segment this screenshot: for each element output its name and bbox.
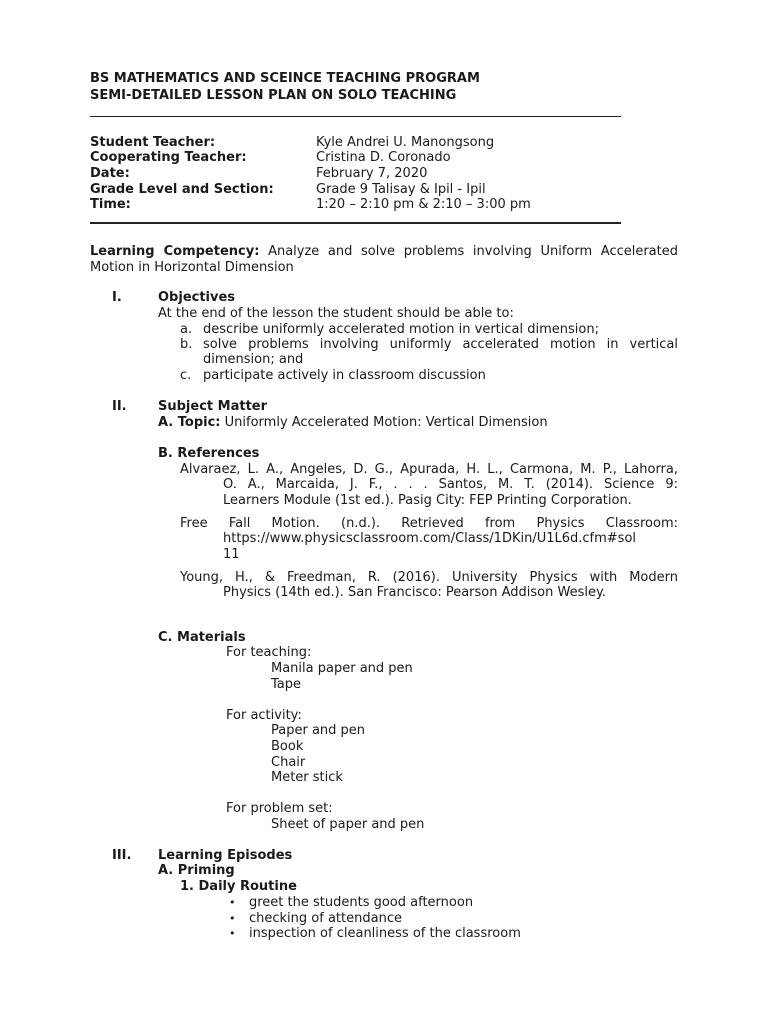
- objective-item: solve problems involving uniformly accelerated motion in vertical: [203, 337, 678, 352]
- material-item: Paper and pen: [271, 723, 366, 738]
- info-divider: [90, 222, 621, 224]
- material-item: Chair: [271, 755, 306, 770]
- reference-entry-cont: O. A., Marcaida, J. F., . . . Santos, M. T. (2014). Science 9:: [223, 477, 678, 492]
- lesson-plan-title: SEMI-DETAILED LESSON PLAN ON SOLO TEACHING: [90, 88, 457, 103]
- topic-value: Uniformly Accelerated Motion: Vertical Dimension: [224, 415, 548, 430]
- priming-heading: A. Priming: [158, 863, 235, 878]
- student-teacher-label: Student Teacher:: [90, 135, 216, 150]
- objectives-numeral: I.: [112, 290, 122, 305]
- materials-heading: C. Materials: [158, 630, 246, 645]
- material-item: Sheet of paper and pen: [271, 817, 425, 832]
- bullet-icon: •: [229, 896, 236, 909]
- material-item: Book: [271, 739, 304, 754]
- routine-item: inspection of cleanliness of the classroom: [249, 926, 521, 941]
- materials-problem-label: For problem set:: [226, 801, 333, 816]
- objective-item: describe uniformly accelerated motion in vertical dimension;: [203, 322, 599, 337]
- reference-entry: Young, H., & Freedman, R. (2016). University Physics with Modern: [180, 570, 678, 585]
- reference-entry-cont: Learners Module (1st ed.). Pasig City: FEP Printing Corporation.: [223, 493, 632, 508]
- date-value: February 7, 2020: [316, 166, 428, 181]
- subject-matter-heading: Subject Matter: [158, 399, 268, 414]
- topic-line: [158, 415, 548, 431]
- material-item: Tape: [271, 677, 302, 692]
- bullet-icon: •: [229, 927, 236, 940]
- bullet-icon: •: [229, 912, 236, 925]
- reference-entry: Alvaraez, L. A., Angeles, D. G., Apurada, H. L., Carmona, M. P., Lahorra,: [180, 462, 678, 477]
- student-teacher-value: Kyle Andrei U. Manongsong: [316, 135, 495, 150]
- materials-teaching-label: For teaching:: [226, 645, 312, 660]
- reference-url: https://www.physicsclassroom.com/Class/1DKin/U1L6d.cfm#sol: [223, 531, 637, 546]
- competency-text: Analyze and solve problems involving Uniform Accelerated: [268, 244, 678, 259]
- date-label: Date:: [90, 166, 130, 181]
- material-item: Manila paper and pen: [271, 661, 413, 676]
- time-value: 1:20 – 2:10 pm & 2:10 – 3:00 pm: [316, 197, 531, 212]
- references-heading: B. References: [158, 446, 260, 461]
- material-item: Meter stick: [271, 770, 343, 785]
- objective-letter: b.: [180, 337, 193, 352]
- competency-label: Learning Competency:: [90, 244, 260, 259]
- learning-episodes-heading: Learning Episodes: [158, 848, 293, 863]
- daily-routine-heading: 1. Daily Routine: [180, 879, 297, 894]
- subject-matter-numeral: II.: [112, 399, 127, 414]
- reference-entry-cont: 11: [223, 547, 240, 562]
- objective-letter: c.: [180, 368, 192, 383]
- objective-item: participate actively in classroom discussion: [203, 368, 486, 383]
- learning-episodes-numeral: III.: [112, 848, 132, 863]
- header-divider: [90, 116, 621, 117]
- competency-text-cont: Motion in Horizontal Dimension: [90, 260, 294, 275]
- grade-level-label: Grade Level and Section:: [90, 182, 274, 197]
- objectives-intro: At the end of the lesson the student should be able to:: [158, 306, 514, 321]
- cooperating-teacher-label: Cooperating Teacher:: [90, 150, 247, 165]
- routine-item: greet the students good afternoon: [249, 895, 474, 910]
- objective-letter: a.: [180, 322, 193, 337]
- materials-activity-label: For activity:: [226, 708, 302, 723]
- grade-level-value: Grade 9 Talisay & Ipil - Ipil: [316, 182, 486, 197]
- routine-item: checking of attendance: [249, 911, 402, 926]
- topic-label: A. Topic:: [158, 415, 221, 430]
- learning-competency: [90, 244, 678, 260]
- reference-entry-cont: Physics (14th ed.). San Francisco: Pearson Addison Wesley.: [223, 585, 606, 600]
- objectives-heading: Objectives: [158, 290, 236, 305]
- time-label: Time:: [90, 197, 131, 212]
- cooperating-teacher-value: Cristina D. Coronado: [316, 150, 451, 165]
- reference-entry: Free Fall Motion. (n.d.). Retrieved from Physics Classroom:: [180, 516, 678, 531]
- objective-item-cont: dimension; and: [203, 352, 304, 367]
- program-title: BS MATHEMATICS AND SCEINCE TEACHING PROGRAM: [90, 71, 480, 86]
